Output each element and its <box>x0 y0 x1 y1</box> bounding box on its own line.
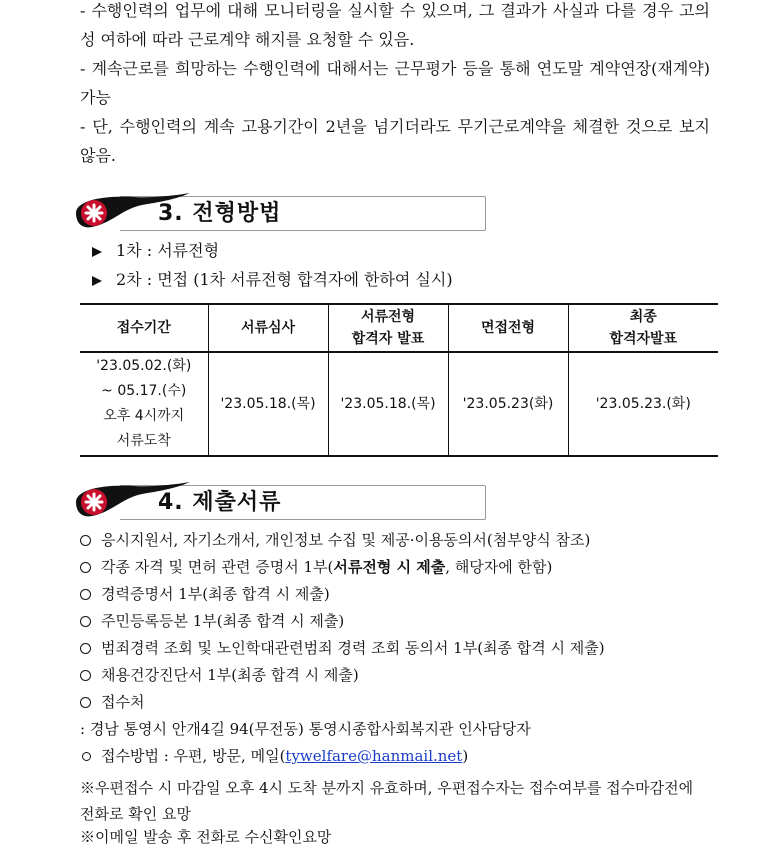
table-cell: '23.05.18.(목) <box>208 352 328 456</box>
list-item: 채용건강진단서 1부(최종 합격 시 제출) <box>80 662 605 689</box>
circle-bullet-icon <box>80 643 91 654</box>
list-item: 1차 : 서류전형 <box>92 237 219 265</box>
address-text: : 경남 통영시 안개4길 94(무전동) 통영시종합사회복지관 인사담당자 <box>80 720 531 738</box>
table-header-cell: 서류전형 합격자 발표 <box>328 304 448 352</box>
documents-list <box>80 527 605 770</box>
list-item: 각종 자격 및 면허 관련 증명서 1부(서류전형 시 제출, 해당자에 한함) <box>80 554 605 581</box>
list-item: 접수방법 : 우편, 방문, 메일(tywelfare@hanmail.net) <box>80 743 605 770</box>
circle-bullet-icon <box>80 589 91 600</box>
section-4-header <box>72 482 487 520</box>
table-cell: '23.05.18.(목) <box>328 352 448 456</box>
section-3-header <box>72 193 487 231</box>
circle-bullet-icon <box>80 535 91 546</box>
table-header-cell: 접수기간 <box>80 304 208 352</box>
intro-term-text: - 단, 수행인력의 계속 고용기간이 2년을 넘기더라도 무기근로계약을 체결한 것으로 보지 않음. <box>80 117 710 165</box>
circle-bullet-icon <box>80 697 91 708</box>
table-header-cell: 면접전형 <box>448 304 568 352</box>
circle-bullet-icon <box>80 670 91 681</box>
table-header-row <box>80 304 718 352</box>
table-cell: '23.05.02.(화) ~ 05.17.(수) 오후 4시까지 서류도착 <box>80 352 208 456</box>
list-item: 범죄경력 조회 및 노인학대관련범죄 경력 조회 동의서 1부(최종 합격 시 제출) <box>80 635 605 662</box>
intro-renewal-text: - 계속근로를 희망하는 수행인력에 대해서는 근무평가 등을 통해 연도말 계약연장(재계약) 가능 <box>80 59 710 107</box>
list-item: 경력증명서 1부(최종 합격 시 제출) <box>80 581 605 608</box>
circle-bullet-icon <box>80 562 91 573</box>
list-item: 주민등록등본 1부(최종 합격 시 제출) <box>80 608 605 635</box>
list-item: 2차 : 면접 (1차 서류전형 합격자에 한하여 실시) <box>92 266 453 294</box>
section-3-title: 3. 전형방법 <box>158 201 282 226</box>
intro-monitoring-text: - 수행인력의 업무에 대해 모니터링을 실시할 수 있으며, 그 결과가 사실과 다를 경우 고의성 여하에 따라 근로계약 해지를 요청할 수 있음. <box>80 1 710 49</box>
bold-emphasis: 서류전형 시 제출 <box>333 558 446 576</box>
circle-bullet-icon <box>82 752 91 761</box>
list-item: 응시지원서, 자기소개서, 개인정보 수집 및 제공·이용동의서(첨부양식 참조) <box>80 527 605 554</box>
circle-bullet-icon <box>80 616 91 627</box>
table-cell: '23.05.23(화) <box>448 352 568 456</box>
schedule-table <box>80 303 718 457</box>
triangle-bullet-icon <box>92 276 102 286</box>
mail-notice-text: ※우편접수 시 마감일 오후 4시 도착 분까지 유효하며, 우편접수자는 접수여부를 접수마감전에 전화로 확인 요망 <box>80 779 694 823</box>
email-notice-text: ※이메일 발송 후 전화로 수신확인요망 <box>80 828 332 846</box>
table-row <box>80 352 718 456</box>
triangle-bullet-icon <box>92 247 102 257</box>
list-item: 접수처 <box>80 689 605 716</box>
table-cell: '23.05.23.(화) <box>568 352 718 456</box>
table-header-cell: 최종 합격자발표 <box>568 304 718 352</box>
table-header-cell: 서류심사 <box>208 304 328 352</box>
email-link[interactable]: tywelfare@hanmail.net <box>285 747 463 765</box>
section-4-title: 4. 제출서류 <box>158 490 282 515</box>
